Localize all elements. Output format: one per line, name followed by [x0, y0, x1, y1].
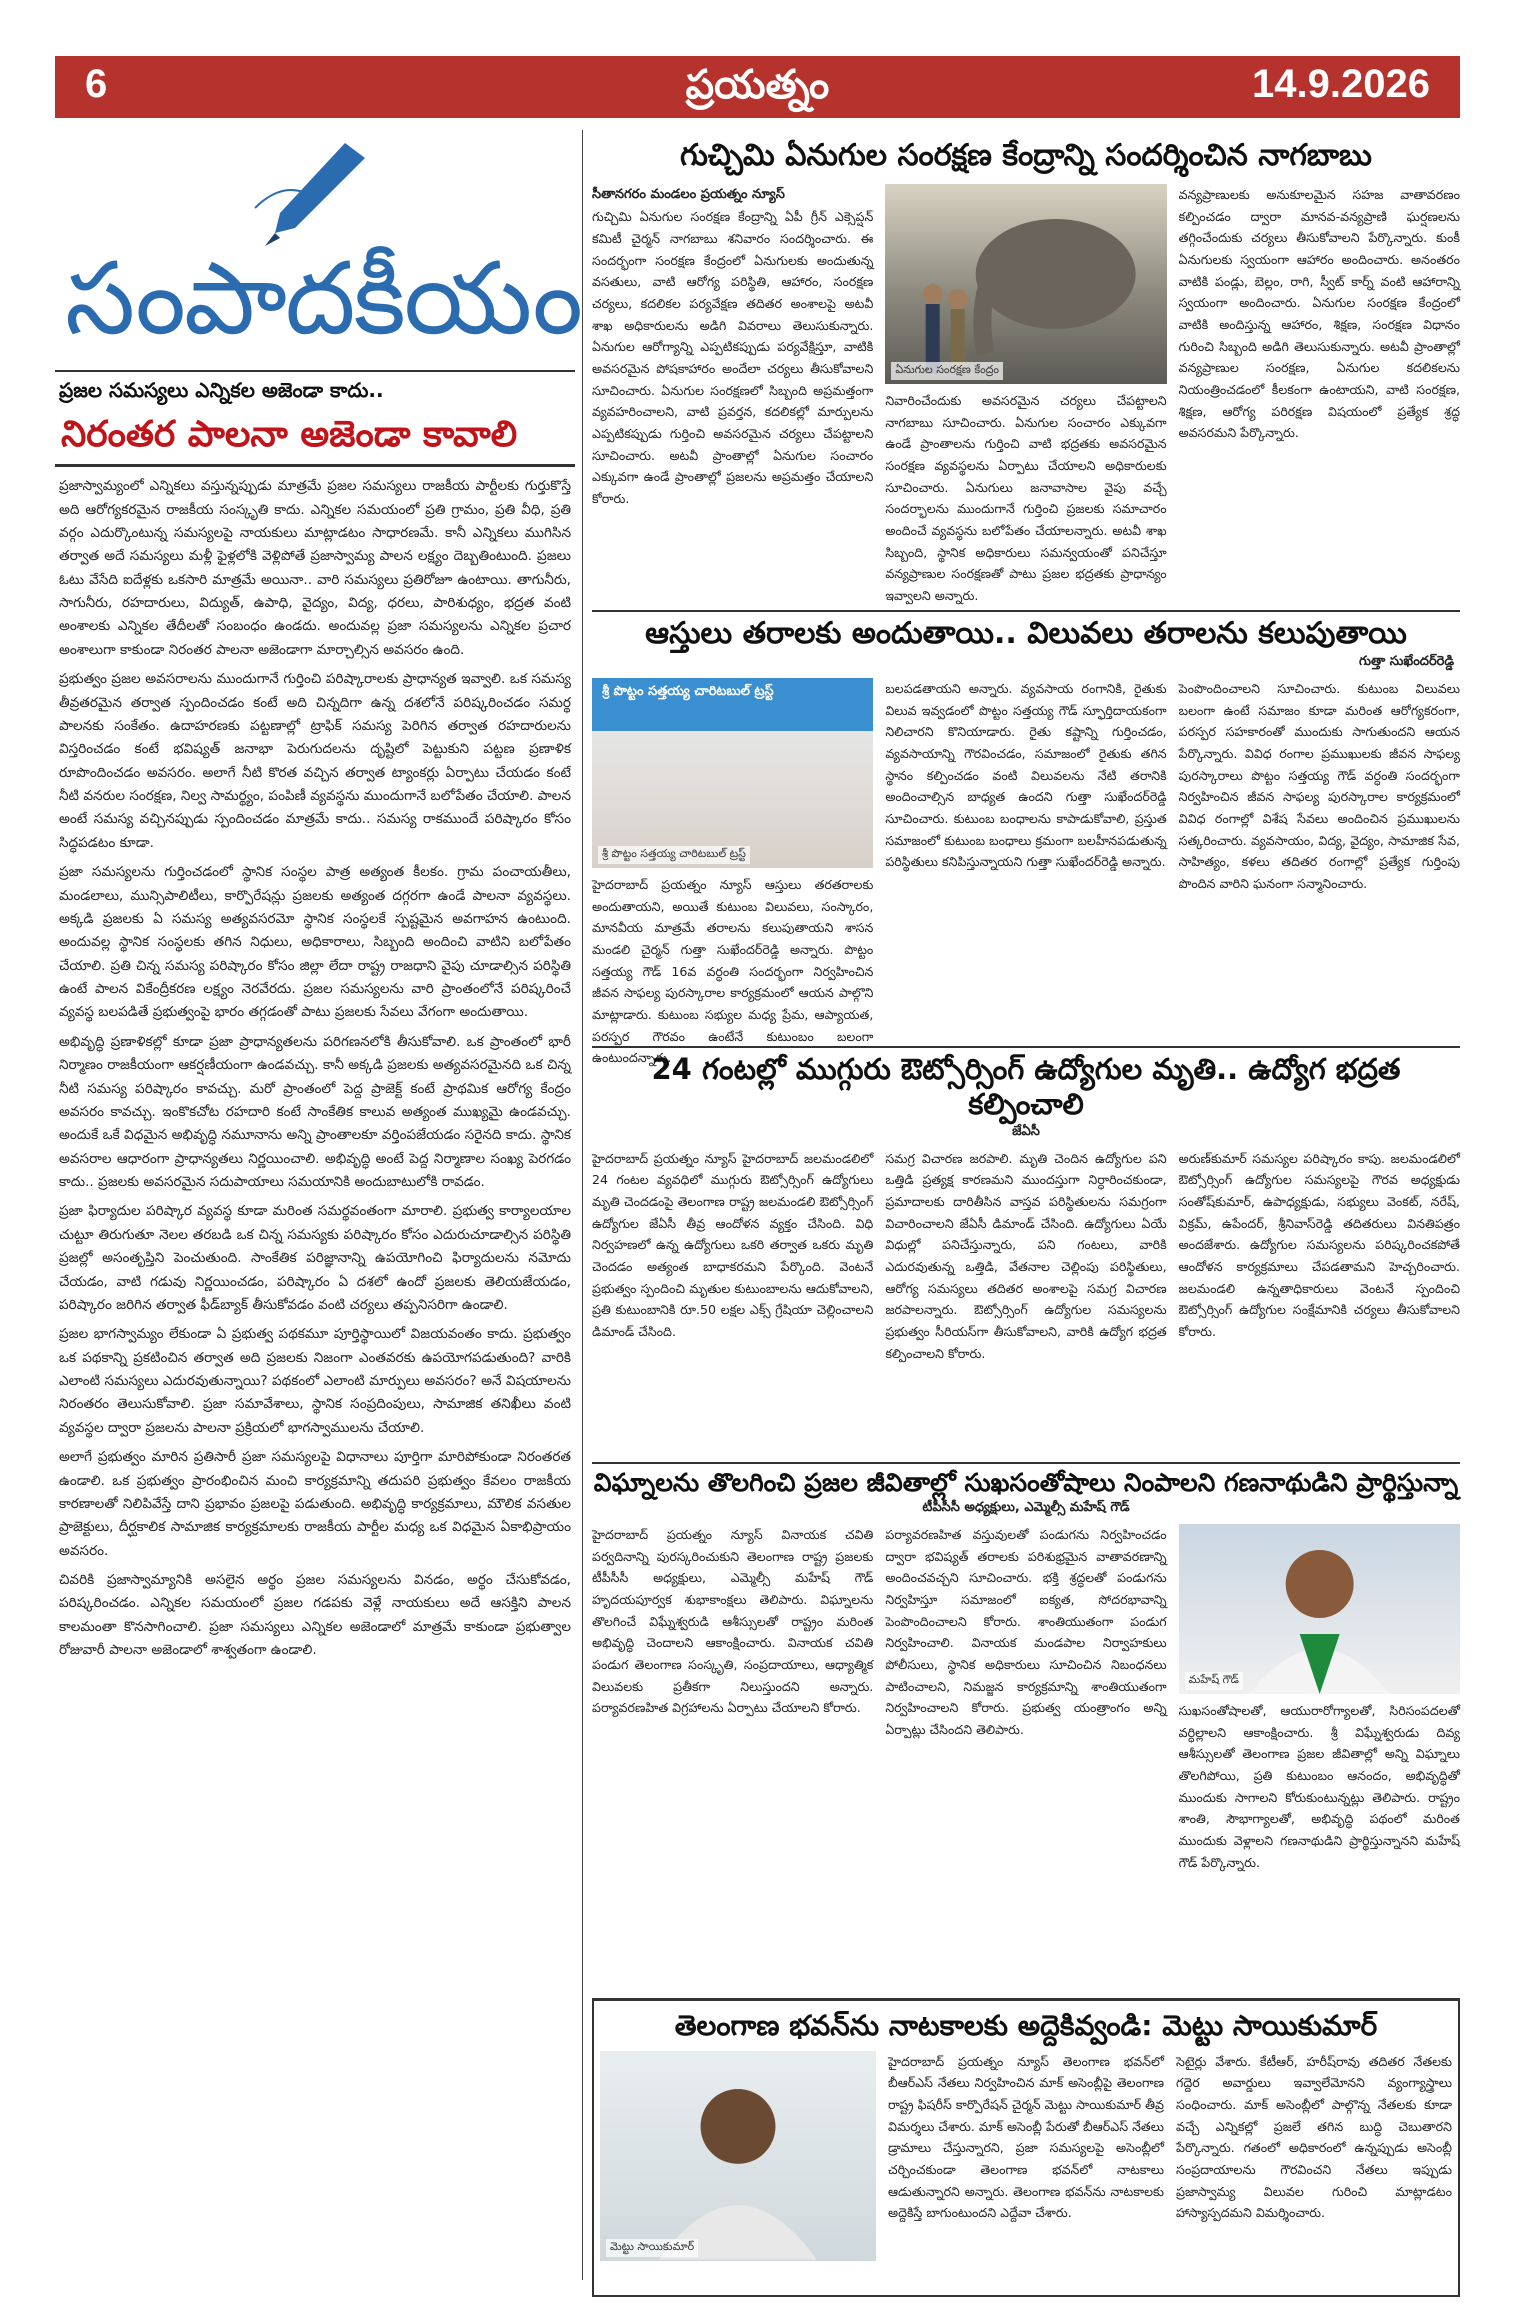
article-headline: ఆస్తులు తరాలకు అందుతాయి.. విలువలు తరాలను కలుపుతాయి — [645, 616, 1407, 651]
article-headline: విఘ్నాలను తొలగించి ప్రజల జీవితాల్లో సుఖసంతోషాలు నింపాలని గణనాథుడిని ప్రార్థిస్తున్నా — [593, 1468, 1459, 1497]
article-paragraph: సమగ్ర విచారణ జరపాలి. మృతి చెందిన ఉద్యోగుల పని ఒత్తిడి ప్రత్యక్ష కారణమని ముందస్తుగా నిర్ధారించకుండా, ప్రమాదాలకు దారితీసిన వాస్తవ పరిస్థితులను సమగ్రంగా విచారించాలని జేఏసీ డిమాండ్ చేసింది. ఉద్యోగులు ఏయే విధుల్లో పనిచేస్తున్నారు, పని గంటలు, వారికి ఎదురవుతున్న ఒత్తిడి, వేతనాల చెల్లింపు పరిస్థితులు, ఆరోగ్య సమస్యలు తదితర అంశాలపై సమగ్ర విచారణ జరపాలన్నారు. ఔట్సోర్సింగ్ ఉద్యోగుల సమస్యలను ప్రభుత్వం సీరియస్‌గా తీసుకోవాలని, వారికి ఉద్యోగ భద్రత కల్పించాలని కోరారు. — [885, 1150, 1167, 1361]
article-paragraph: సెటైర్లు వేశారు. కేటీఆర్, హరీష్‌రావు తదితర నేతలకు గద్దెర అవార్డులు ఇవ్వాలేమోనని వ్యంగ్యాస్త్రాలు సంధించారు. మాక్ అసెంబ్లీలో పాల్గొన్న నేతలకు కూడా వచ్చే ఎన్నికల్లో ప్రజలే తగిన బుద్ధి చెబుతారని పేర్కొన్నారు. గతంలో అధికారంలో ఉన్నప్పుడు అసెంబ్లీ సంప్రదాయాలను గౌరవించని నేతలు ఇప్పుడు ప్రజాస్వామ్య విలువల గురించి మాట్లాడటం హాస్యాస్పదమని విమర్శించారు. — [1176, 2053, 1452, 2221]
event-photo — [592, 678, 873, 868]
article-ganesh-wishes — [592, 1464, 1460, 1998]
elephant-icon — [885, 184, 1166, 384]
editorial-paragraph: చివరికి ప్రజాస్వామ్యానికి అసలైన అర్థం ప్రజల సమస్యలను వినడం, అర్థం చేసుకోవడం, పరిష్కరించడం. ఎన్నికల సమయంలో ప్రజల గడపకు వెళ్లే నాయకులు అదే ఆసక్తిని పాలన కాలమంతా కొనసాగించాలి. ప్రజా సమస్యలు ఎన్నికల అజెండాలో మాత్రమే కాకుండా ప్రభుత్వాల రోజువారీ పాలనా అజెండాలో శాశ్వతంగా ఉండాలి. — [59, 1572, 571, 1659]
article-telangana-bhavan — [592, 2001, 1460, 2297]
article-column — [592, 1148, 873, 1488]
article-headline: 24 గంటల్లో ముగ్గురు ఔట్సోర్సింగ్ ఉద్యోగుల మృతి.. ఉద్యోగ భద్రత కల్పించాలి — [651, 1052, 1401, 1121]
article-paragraph: హైదరాబాద్ ప్రయత్నం న్యూస్ తెలంగాణ భవన్‌లో బీఆర్ఎస్ నేతలు నిర్వహించిన మాక్ అసెంబ్లీపై తెలంగాణ రాష్ట్ర ఫిషరీస్ కార్పొరేషన్ చైర్మన్ మెట్టు సాయికుమార్ తీవ్ర విమర్శలు చేశారు. మాక్ అసెంబ్లీ పేరుతో బీఆర్ఎస్ నేతలు డ్రామాలు చేస్తున్నారని, ప్రజా సమస్యలపై అసెంబ్లీలో చర్చించకుండా తెలంగాణ భవన్‌లో నాటకాలు ఆడుతున్నారని అన్నారు. తెలంగాణ భవన్‌ను నాటకాలకు అద్దెకిస్తే బాగుంటుందని ఎద్దేవా చేశారు. — [888, 2053, 1164, 2221]
news-column — [592, 130, 1460, 2280]
editorial-paragraph: ప్రభుత్వం ప్రజల అవసరాలను ముందుగానే గుర్తించి పరిష్కారాలకు ప్రాధాన్యత ఇవ్వాలి. ఒక సమస్య తీవ్రతరమైన తర్వాత స్పందించడం కంటే అది చిన్నదిగా ఉన్న దశలోనే పరిష్కరించడం సమర్థ పాలనకు సంకేతం. ఉదాహరణకు పట్టణాల్లో ట్రాఫిక్ సమస్య పెరిగిన తర్వాత రహదారులను విస్తరించడం కంటే భవిష్యత్ జనాభా పెరుగుదలను దృష్టిలో పెట్టుకుని పట్టణ ప్రణాళిక రూపొందించడం అవసరం. అలాగే నీటి కొరత వచ్చిన తర్వాత ట్యాంకర్లు ఏర్పాటు చేయడం కంటే నీటి వనరుల సంరక్షణ, నిల్వ సామర్థ్యం, పంపిణీ వ్యవస్థను ముందుగానే బలోపేతం చేయాలి. పాలన అంటే సమస్య వచ్చినప్పుడు స్పందించడం మాత్రమే కాదు.. సమస్య రాకముందే పరిష్కారం కోసం సిద్ధపడటం కూడా. — [59, 671, 571, 851]
photo-caption: మెట్టు సాయికుమార్ — [606, 2239, 698, 2257]
article-column — [592, 678, 874, 1066]
person-icon — [1179, 1524, 1460, 1694]
article-byline: గుత్తా సుఖేందర్‌రెడ్డి — [1358, 654, 1454, 669]
article-family-values — [592, 612, 1460, 1066]
photo-caption: ఏనుగుల సంరక్షణ కేంద్రం — [891, 362, 1003, 380]
trust-banner: శ్రీ పొట్టం సత్తయ్య చారిటబుల్ ట్రస్ట్ — [602, 684, 774, 699]
editorial-body — [55, 467, 575, 1662]
article-column — [1179, 1524, 1460, 1984]
article-paragraph: హైదరాబాద్ ప్రయత్నం న్యూస్ వినాయక చవితి పర్వదినాన్ని పురస్కరించుకుని తెలంగాణ రాష్ట్ర ప్రజలకు టీపీసీసీ అధ్యక్షులు, ఎమ్మెల్సీ మహేష్ గౌడ్ హృదయపూర్వక శుభాకాంక్షలు తెలిపారు. విఘ్నాలను తొలగించే విఘ్నేశ్వరుడి ఆశీస్సులతో రాష్ట్రం మరింత అభివృద్ధి చెందాలని ఆకాంక్షించారు. వినాయక చవితి పండుగ తెలంగాణ సంస్కృతి, సంప్రదాయాలు, ఆధ్యాత్మిక విలువలకు ప్రతీకగా నిలుస్తుందని అన్నారు. పర్యావరణహిత విగ్రహాలను ఏర్పాటు చేయాలని కోరారు. — [592, 1527, 874, 1716]
editorial-paragraph: అలాగే ప్రభుత్వం మారిన ప్రతిసారీ ప్రజా సమస్యలపై విధానాలు పూర్తిగా మారిపోకుండా నిరంతరత ఉండాలి. ఒక ప్రభుత్వం ప్రారంభించిన మంచి కార్యక్రమాన్ని తదుపరి ప్రభుత్వం కేవలం రాజకీయ కారణాలతో నిలిపివేస్తే దాని ప్రభావం ప్రజలపై పడుతుంది. అభివృద్ధి కార్యక్రమాలు, మౌలిక వసతుల ప్రాజెక్టులు, దీర్ఘకాలిక సామాజిక కార్యక్రమాలకు రాజకీయ పార్టీల మధ్య ఒక విధమైన ఏకాభిప్రాయం అవసరం. — [59, 1449, 571, 1559]
article-column — [1179, 678, 1460, 1038]
person-icon — [600, 2051, 876, 2261]
article-paragraph: వన్యప్రాణులకు అనుకూలమైన సహజ వాతావరణం కల్పించడం ద్వారా మానవ-వన్యప్రాణి ఘర్షణలను తగ్గించేందుకు చర్యలు తీసుకోవాలని పేర్కొన్నారు. కుంకీ ఏనుగులకు స్వయంగా ఆహారం అందించారు. అనంతరం వాటికి పండ్లు, బెల్లం, రాగి, స్వీట్ కార్న్ వంటి ఆహారాన్ని స్వయంగా అందించారు. ఏనుగుల సంరక్షణ కేంద్రంలో వాటికి అందిస్తున్న ఆహారం, శిక్షణ, సంరక్షణ విధానం గురించి సిబ్బంది అడిగి తెలుసుకున్నారు. అటవీ ప్రాంతాల్లో వన్యప్రాణుల సంరక్షణ, ఏనుగుల కదలికలను నియంత్రించడంలో కీలకంగా ఉంటాయని, వాటి సంరక్షణ, శిక్షణ, ఆరోగ్య పరిరక్షణ విషయంలో ప్రత్యేక శ్రద్ధ అవసరమని పేర్కొన్నారు. — [1178, 187, 1460, 441]
article-paragraph: పర్యావరణహిత వస్తువులతో పండుగను నిర్వహించడం ద్వారా భవిష్యత్ తరాలకు పరిశుభ్రమైన వాతావరణాన్ని అందించవచ్చని సూచించారు. భక్తి శ్రద్ధలతో పండుగను నిర్వహిస్తూ సమాజంలో ఐక్యత, సోదరభావాన్ని పెంపొందించాలని కోరారు. శాంతియుతంగా పండుగ నిర్వహించాలి. వినాయక మండపాల నిర్వాహకులు పోలీసులు, స్థానిక అధికారులు సూచించిన నిబంధనలు పాటించాలని, నిమజ్జన కార్యక్రమాన్ని శాంతియుతంగా నిర్వహించాలని కోరారు. ప్రభుత్వ యంత్రాంగం అన్ని ఏర్పాట్లు చేసిందని తెలిపారు. — [885, 1527, 1167, 1737]
article-column — [1179, 184, 1460, 604]
article-byline: జేఏసీ — [1012, 1123, 1040, 1139]
editorial-paragraph: అభివృద్ధి ప్రణాళికల్లో కూడా ప్రజా ప్రాధాన్యతలను పరిగణనలోకి తీసుకోవాలి. ఒక ప్రాంతంలో భారీ నిర్మాణం రాజకీయంగా ఆకర్షణీయంగా ఉండవచ్చు. కానీ అక్కడి ప్రజలకు అత్యవసరమైనది ఒక చిన్న నీటి సమస్య పరిష్కారం కావచ్చు. మరో ప్రాంతంలో పెద్ద ప్రాజెక్ట్ కంటే ప్రాథమిక ఆరోగ్య కేంద్రం అవసరం కావచ్చు. ఇంకొకచోట రహదారి కంటే సాంకేతిక కాలువ అత్యంత ముఖ్యమై ఉండవచ్చు. అందుకే ఒకే విధమైన అభివృద్ధి నమూనాను అన్ని ప్రాంతాలకూ వర్తింపజేయడం సరైనది కాదు. స్థానిక అవసరాల ఆధారంగా ప్రాధాన్యతలు నిర్ణయించాలి. అభివృద్ధి అంటే పెద్ద నిర్మాణాల సంఖ్య పెరగడం కాదు.. ప్రజలకు అవసరమైన సదుపాయాలు సమయానికి అందుబాటులోకి రావడం. — [59, 1033, 571, 1191]
article-column — [592, 1524, 873, 1984]
article-column — [1176, 2051, 1452, 2271]
editorial-paragraph: ప్రజాస్వామ్యంలో ఎన్నికలు వస్తున్నప్పుడు మాత్రమే ప్రజల సమస్యలు రాజకీయ పార్టీలకు గుర్తుకొస్తే అది ఆరోగ్యకరమైన రాజకీయ సంస్కృతి కాదు. ఎన్నికల సమయంలో ప్రతి గ్రామం, ప్రతి వీధి, ప్రతి వర్గం ఎదుర్కొంటున్న సమస్యలపై నాయకులు మాట్లాడటం సాధారణమే. కానీ ఎన్నికలు ముగిసిన తర్వాత అదే సమస్యలు మళ్లీ ఫైళ్లలోకి వెళ్లిపోతే ప్రజాస్వామ్య పాలన లక్ష్యం దెబ్బతింటుంది. ప్రజలు ఓటు వేసేది ఐదేళ్లకు ఒకసారి మాత్రమే అయినా.. వారి సమస్యలు ప్రతిరోజూ ఉంటాయి. తాగునీరు, సాగునీరు, రహదారులు, విద్యుత్, ఉపాధి, వైద్యం, విద్య, ధరలు, పారిశుధ్యం, భద్రత వంటి అంశాలకు ఎన్నికల తేదీలతో సంబంధం ఉండదు. అందువల్ల ప్రజా సమస్యలను ఎన్నికల ప్రచార అంశాలుగా కాకుండా నిరంతర పాలనా అజెండాగా మార్చాల్సిన అవసరం ఉంది. — [59, 478, 571, 658]
photo-caption: మహేష్ గౌడ్ — [1185, 1672, 1243, 1690]
article-paragraph: పెంపొందించాలని సూచించారు. కుటుంబ విలువలు బలంగా ఉంటే సమాజం కూడా మరింత ఆరోగ్యకరంగా, పరస్పర సహకారంతో ముందుకు సాగుతుందని ఆయన పేర్కొన్నారు. వివిధ రంగాల ప్రముఖులకు జీవన సాఫల్య పురస్కారాలు పొట్టం సత్తయ్య గౌడ్ వర్ధంతి సందర్భంగా నిర్వహించిన జీవన సాఫల్య పురస్కారాల కార్యక్రమంలో వివిధ రంగాల్లో విశేష సేవలు అందించిన ప్రముఖులను సత్కరించారు. వ్యవసాయం, విద్య, వైద్యం, సామాజిక సేవ, సాహిత్యం, కళలు తదితర రంగాల్లో ప్రత్యేక గుర్తింపు పొందిన వారిని ఘనంగా సన్మానించారు. — [1178, 681, 1460, 891]
article-paragraph: బలపడతాయని అన్నారు. వ్యవసాయ రంగానికి, రైతుకు విలువ ఇవ్వడంలో పొట్టం సత్తయ్య గౌడ్ స్ఫూర్తిదాయకంగా నిలిచారని కొనియాడారు. రైతు కష్టాన్ని గుర్తించడం, వ్యవసాయాన్ని గౌరవించడం, సమాజంలో రైతుకు తగిన స్థానం కల్పించడం వంటి విలువలను నేటి తరానికి అందించాల్సిన బాధ్యత ఉందని గుత్తా సుఖేందర్‌రెడ్డి సూచించారు. కుటుంబ బంధాలను కాపాడుకోవాలి, ప్రస్తుత సమాజంలో కుటుంబ బంధాలు క్రమంగా బలహీనపడుతున్న పరిస్థితులు కనిపిస్తున్నాయని గుత్తా సుఖేందర్‌రెడ్డి అన్నారు. — [885, 681, 1167, 870]
editorial-headline: నిరంతర పాలనా అజెండా కావాలి — [55, 409, 575, 467]
portrait-photo — [1179, 1524, 1460, 1694]
article-paragraph: సుఖసంతోషాలతో, ఆయురారోగ్యాలతో, సిరిసంపదలతో వర్ధిల్లాలని ఆకాంక్షించారు. శ్రీ విఘ్నేశ్వరుడు దివ్య ఆశీస్సులతో తెలంగాణ ప్రజల జీవితాల్లో అన్ని విఘ్నాలు తొలగిపోయి, ప్రతి కుటుంబం ఆనందం, అభివృద్ధితో ముందుకు సాగాలని కోరుకుంటున్నట్లు తెలిపారు. రాష్ట్రం శాంతి, సౌభాగ్యాలతో, అభివృద్ధి పథంలో మరింత ముందుకు వెళ్లాలని గణనాథుడిని ప్రార్థిస్తున్నానని మహేష్ గౌడ్ పేర్కొన్నారు. — [1178, 1703, 1460, 1870]
photo-caption: శ్రీ పొట్టం సత్తయ్య చారిటబుల్ ట్రస్ట్ — [598, 846, 750, 864]
article-column — [885, 678, 1166, 1038]
editorial-paragraph: ప్రజా సమస్యలను గుర్తించడంలో స్థానిక సంస్థల పాత్ర అత్యంత కీలకం. గ్రామ పంచాయతీలు, మండలాలు, మున్సిపాలిటీలు, కార్పొరేషన్లు ప్రజలకు అత్యంత దగ్గరగా ఉండే పాలనా వ్యవస్థలు. అక్కడి ప్రజలకు ఏ సమస్య అత్యవసరమో స్థానిక సంస్థలకే స్పష్టమైన అవగాహన ఉంటుంది. అందువల్ల స్థానిక సంస్థలకు తగిన నిధులు, అధికారాలు, సిబ్బంది అందించి వాటిని బలోపేతం చేయాలి. ప్రతి చిన్న సమస్య పరిష్కారం కోసం జిల్లా లేదా రాష్ట్ర రాజధాని వైపు చూడాల్సిన పరిస్థితి ఉంటే పాలన వికేంద్రీకరణ లక్ష్యం నెరవేరదు. ప్రజల సమస్యలను వారి ప్రాంతంలోనే పరిష్కరించే వ్యవస్థ బలపడితే ప్రభుత్వంపై భారం తగ్గడంతో పాటు ప్రజలకు సేవలు వేగంగా అందుతాయి. — [59, 864, 571, 1021]
article-column — [885, 1148, 1166, 1488]
article-paragraph: అరుణ్‌కుమార్ సమస్యల పరిష్కారం కాపు. జలమండలిలో ఔట్సోర్సింగ్ ఉద్యోగుల సమస్యలపై గౌరవ అధ్యక్షుడు సంతోష్‌కుమార్, ఉపాధ్యక్షుడు, సభ్యులు వెంకట్, నరేష్, విక్రమ్, ఉపేందర్, శ్రీనివాస్‌రెడ్డి తదితరులు వినతిపత్రం అందజేశారు. ఉద్యోగుల సమస్యలను పరిష్కరించకపోతే ఆందోళన కార్యక్రమాలు చేపడతామని హెచ్చరించారు. జలమండలి ఉన్నతాధికారులు వెంటనే స్పందించి ఔట్సోర్సింగ్ ఉద్యోగుల సంక్షేమానికి చర్యలు తీసుకోవాలని కోరారు. — [1178, 1150, 1460, 1339]
page-number: 6 — [85, 62, 108, 106]
article-headline: గుచ్చిమి ఏనుగుల సంరక్షణ కేంద్రాన్ని సందర్శించిన నాగబాబు — [680, 138, 1372, 173]
article-column — [888, 2051, 1164, 2271]
article-column — [1179, 1148, 1460, 1488]
article-outsourcing-deaths — [592, 1048, 1460, 1462]
elephant-photo — [885, 184, 1166, 384]
paper-name: ప్రయత్నం — [685, 62, 830, 108]
editorial-paragraph: ప్రజల భాగస్వామ్యం లేకుండా ఏ ప్రభుత్వ పథకమూ పూర్తిస్థాయిలో విజయవంతం కాదు. ప్రభుత్వం ఒక పథకాన్ని ప్రకటించిన తర్వాత అది ప్రజలకు నిజంగా ఎంతవరకు ఉపయోగపడుతుంది? వారికి ఎలాంటి సమస్యలు ఎదురవుతున్నాయి? పథకంలో ఎలాంటి మార్పులు అవసరం? అనే విషయాలను నిరంతరం తెలుసుకోవాలి. ప్రజా సమావేశాలు, స్థానిక సంప్రదింపులు, సామాజిక తనిఖీలు వంటి వ్యవస్థల ద్వారా ప్రజలను పాలనా ప్రక్రియలో భాగస్వాములను చేయాలి. — [59, 1326, 571, 1436]
column-divider — [582, 130, 583, 2280]
masthead — [55, 56, 1460, 118]
editorial-paragraph: ప్రజా ఫిర్యాదుల పరిష్కార వ్యవస్థ కూడా మరింత సమర్థవంతంగా మారాలి. ప్రభుత్వ కార్యాలయాల చుట్టూ తిరుగుతూ నెలల తరబడి ఒక చిన్న సమస్యకు పరిష్కారం కోసం ఎదురుచూడాల్సిన పరిస్థితి ప్రజల్లో అసంతృప్తిని పెంచుతుంది. సాంకేతిక పరిజ్ఞానాన్ని ఉపయోగించి ఫిర్యాదులను నమోదు చేయడం, వాటి గడువు నిర్ణయించడం, పరిష్కారం ఏ దశలో ఉందో ప్రజలకు తెలియజేయడం, పరిష్కారం జరిగిన తర్వాత ఫీడ్‌బ్యాక్ తీసుకోవడం వంటి చర్యలు తప్పనిసరిగా ఉండాలి. — [59, 1203, 571, 1313]
editorial-subheading: ప్రజల సమస్యలు ఎన్నికల అజెండా కాదు.. — [55, 370, 575, 409]
article-column — [592, 184, 873, 604]
fountain-pen-icon — [235, 138, 375, 248]
issue-date: 14.9.2026 — [1252, 62, 1430, 106]
article-column — [885, 184, 1166, 604]
article-column — [885, 1524, 1166, 1984]
article-paragraph: గుచ్చిమి ఏనుగుల సంరక్షణ కేంద్రాన్ని ఏపీ గ్రీన్ ఎక్సెప్షన్ కమిటీ చైర్మన్ నాగబాబు శనివారం సందర్శించారు. ఈ సందర్భంగా సంరక్షణ కేంద్రంలో ఏనుగులకు అందుతున్న వసతులు, వాటి ఆరోగ్య పరిస్థితి, ఆహారం, సంరక్షణ చర్యలు, కదలికల పర్యవేక్షణ తదితర అంశాలపై అటవీ శాఖ అధికారులను అడిగి వివరాలు తెలుసుకున్నారు. ఏనుగుల ఆరోగ్యాన్ని ఎప్పటికప్పుడు పర్యవేక్షిస్తూ, వాటికి అవసరమైన పోషకాహారం అందేలా చర్యలు తీసుకోవాలని సూచించారు. ఏనుగుల సంరక్షణలో సిబ్బంది అప్రమత్తంగా వ్యవహరించాలని, వాటి ప్రవర్తన, కదలికల్లో మార్పులను ఎప్పటికప్పుడు గుర్తించి అవసరమైన చర్యలు చేపట్టాలని సూచించారు. అటవీ ప్రాంతాల్లో ఏనుగుల సంచారం ఎక్కువగా ఉండే ప్రాంతాల్లో ప్రజలను అప్రమత్తం చేయాలని కోరారు. — [592, 209, 874, 506]
editorial-logo-text: సంపాదకీయం — [65, 240, 582, 357]
article-paragraph: నివారించేందుకు అవసరమైన చర్యలు చేపట్టాలని నాగబాబు సూచించారు. ఏనుగుల సంచారం ఎక్కువగా ఉండే ప్రాంతాలను గుర్తించి వాటి భద్రతకు అవసరమైన సంరక్షణ వ్యవస్థలను ఏర్పాటు చేయాలని అధికారులకు సూచించారు. ఏనుగులు జనావాసాల వైపు వచ్చే సందర్భాలను ముందుగానే గుర్తించి ప్రజలకు సమాచారం అందించే వ్యవస్థను బలోపేతం చేయాలన్నారు. అటవీ శాఖ సిబ్బంది, స్థానిక అధికారులు సమన్వయంతో పనిచేస్తూ వన్యప్రాణుల సంరక్షణతో పాటు ప్రజల భద్రతకు ప్రాధాన్యం ఇవ్వాలని అన్నారు. — [885, 393, 1167, 603]
article-paragraph: హైదరాబాద్ ప్రయత్నం న్యూస్ హైదరాబాద్ జలమండలిలో 24 గంటల వ్యవధిలో ముగ్గురు ఔట్సోర్సింగ్ ఉద్యోగులు మృతి చెందడంపై తెలంగాణ రాష్ట్ర జలమండలి ఔట్సోర్సింగ్ ఉద్యోగుల జేఏసీ తీవ్ర ఆందోళన వ్యక్తం చేసింది. విధి నిర్వహణలో ఉన్న ఉద్యోగులు ఒకరి తర్వాత ఒకరు మృతి చెందడం అత్యంత బాధాకరమని పేర్కొంది. వెంటనే ప్రభుత్వం స్పందించి మృతుల కుటుంబాలను ఆదుకోవాలని, ప్రతి కుటుంబానికి రూ.50 లక్షల ఎక్స్ గ్రేషియా చెల్లించాలని డిమాండ్ చేసింది. — [592, 1150, 874, 1339]
article-elephant-camp — [592, 130, 1460, 610]
portrait-photo — [600, 2051, 876, 2261]
article-paragraph: హైదరాబాద్ ప్రయత్నం న్యూస్ ఆస్తులు తరతరాలకు అందుతాయని, అయితే కుటుంబ విలువలు, సంస్కారం, మానవీయ మాత్రమే తరాలను కలుపుతాయని శాసన మండలి చైర్మన్ గుత్తా సుఖేందర్‌రెడ్డి అన్నారు. పొట్టం సత్తయ్య గౌడ్ 16వ వర్ధంతి సందర్భంగా నిర్వహించిన జీవన సాఫల్య పురస్కారాల కార్యక్రమంలో ఆయన పాల్గొని మాట్లాడారు. కుటుంబ సభ్యుల మధ్య ప్రేమ, ఆప్యాయత, పరస్పర గౌరవం ఉంటేనే కుటుంబం బలంగా ఉంటుందన్నారు. — [592, 877, 874, 1066]
editorial-logo — [55, 130, 582, 370]
article-byline: టీపీసీసీ అధ్యక్షులు, ఎమ్మెల్సీ మహేష్ గౌడ్ — [922, 1500, 1130, 1515]
editorial-column — [55, 130, 582, 2280]
article-column — [600, 2051, 876, 2271]
article-headline: తెలంగాణ భవన్‌ను నాటకాలకు అద్దెకివ్వండి: మెట్టు సాయికుమార్ — [674, 2009, 1378, 2042]
article-dateline: సీతానగరం మండలం ప్రయత్నం న్యూస్ — [592, 187, 785, 202]
